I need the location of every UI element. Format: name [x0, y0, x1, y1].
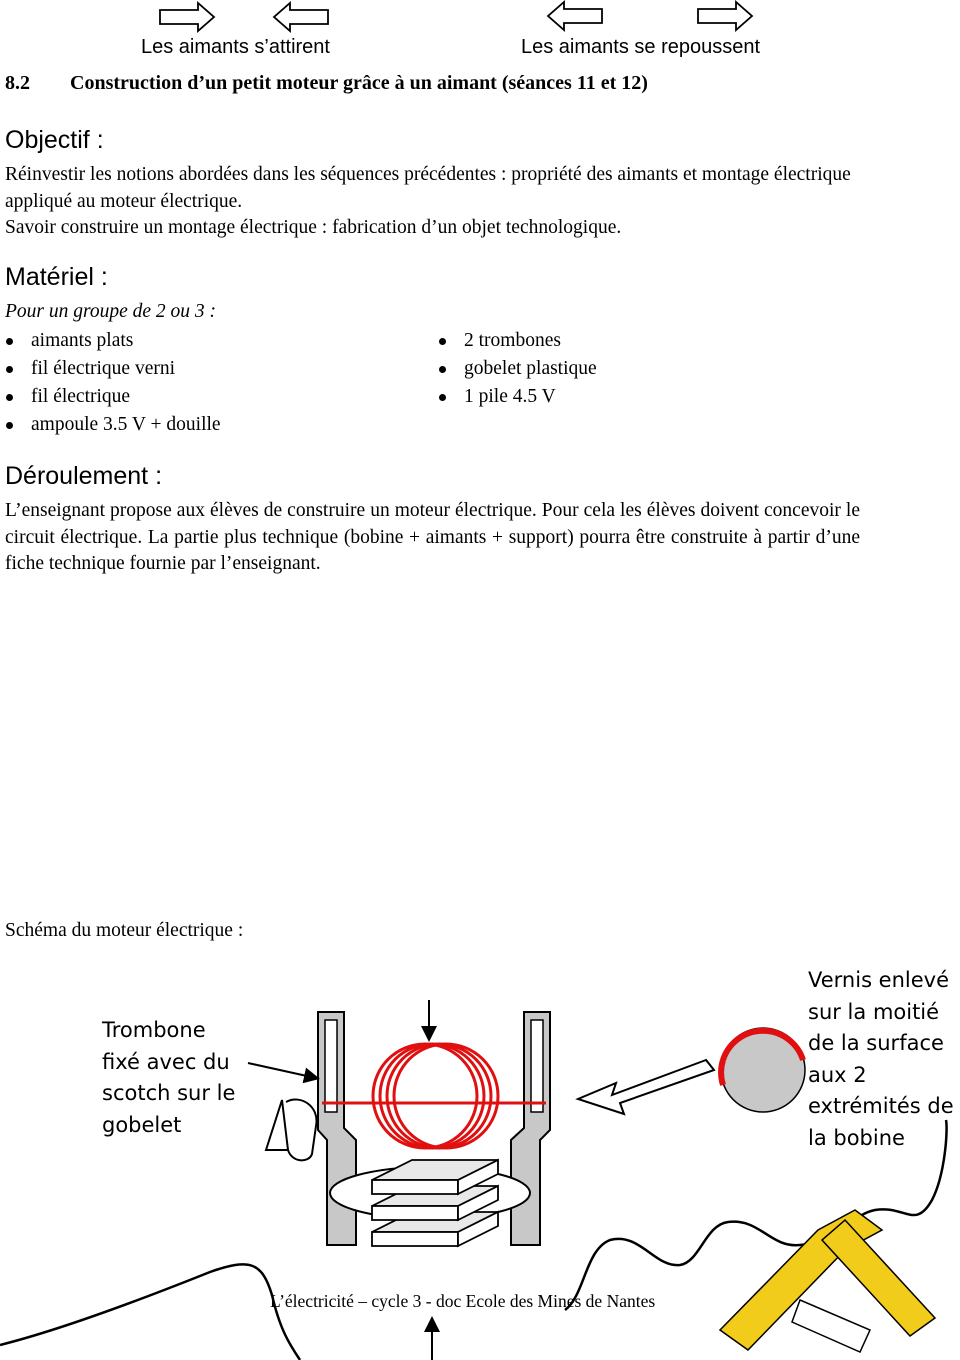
list-item: aimants plats: [4, 327, 221, 355]
section-title: 8.2 Construction d’un petit moteur grâce à un aimant (séances 11 et 12): [5, 72, 648, 94]
caption-repel: Les aimants se repoussent: [521, 36, 761, 58]
list-item: 1 pile 4.5 V: [437, 383, 597, 411]
list-item: ampoule 3.5 V + douille: [4, 411, 221, 439]
caption-attract: Les aimants s’attirent: [141, 36, 330, 58]
list-item: fil électrique: [4, 383, 221, 411]
paperclip-right: [511, 1012, 550, 1245]
deroulement-heading: Déroulement :: [5, 462, 163, 490]
arrow-left-1: [274, 3, 328, 31]
label-pointer-left: [248, 1063, 316, 1078]
objectif-heading: Objectif :: [5, 126, 104, 154]
label-trombone: Trombone fixé avec du scotch sur le gobelet: [102, 1018, 236, 1137]
list-item: gobelet plastique: [437, 355, 597, 383]
bulb-holder: [720, 1210, 935, 1352]
magnet-stack: [372, 1160, 498, 1246]
arrow-right-1: [160, 3, 214, 31]
deroulement-text: L’enseignant propose aux élèves de construire un moteur électrique. Pour cela les élèves doivent concevoir le circuit électrique. La partie plus technique (bobine + aimants + support) pourra être construite à partir d’une fiche technique fournie par l’enseignant.: [5, 500, 860, 574]
materiel-intro: Pour un groupe de 2 ou 3 :: [5, 301, 217, 322]
schema-caption: Schéma du moteur électrique :: [5, 920, 244, 941]
paperclip-left: [318, 1012, 356, 1245]
objectif-text-2: Savoir construire un montage électrique : fabrication d’un objet technologique.: [5, 217, 622, 238]
materiel-list-right: [437, 327, 597, 411]
magnet-arrows-figure: [0, 0, 960, 40]
rotation-arrow-icon: [266, 1099, 317, 1160]
cup-outline: [0, 1264, 300, 1360]
materiel-list-left: [4, 327, 221, 439]
label-vernis: Vernis enlevé sur la moitié de la surface aux 2 extrémités de la bobine: [808, 968, 954, 1150]
coil-end-detail: [721, 1028, 805, 1112]
arrow-left-2: [548, 2, 602, 30]
hollow-arrow-icon: [578, 1060, 714, 1114]
arrow-right-2: [698, 2, 752, 30]
coil: [322, 1044, 546, 1148]
list-item: 2 trombones: [437, 327, 597, 355]
objectif-text: Réinvestir les notions abordées dans les séquences précédentes : propriété des aimants et montage électrique appliqué au moteur électrique.: [5, 164, 851, 212]
page-footer: L’électricité – cycle 3 - doc Ecole des Mines de Nantes: [270, 1291, 656, 1311]
materiel-heading: Matériel :: [5, 263, 108, 291]
list-item: fil électrique verni: [4, 355, 221, 383]
